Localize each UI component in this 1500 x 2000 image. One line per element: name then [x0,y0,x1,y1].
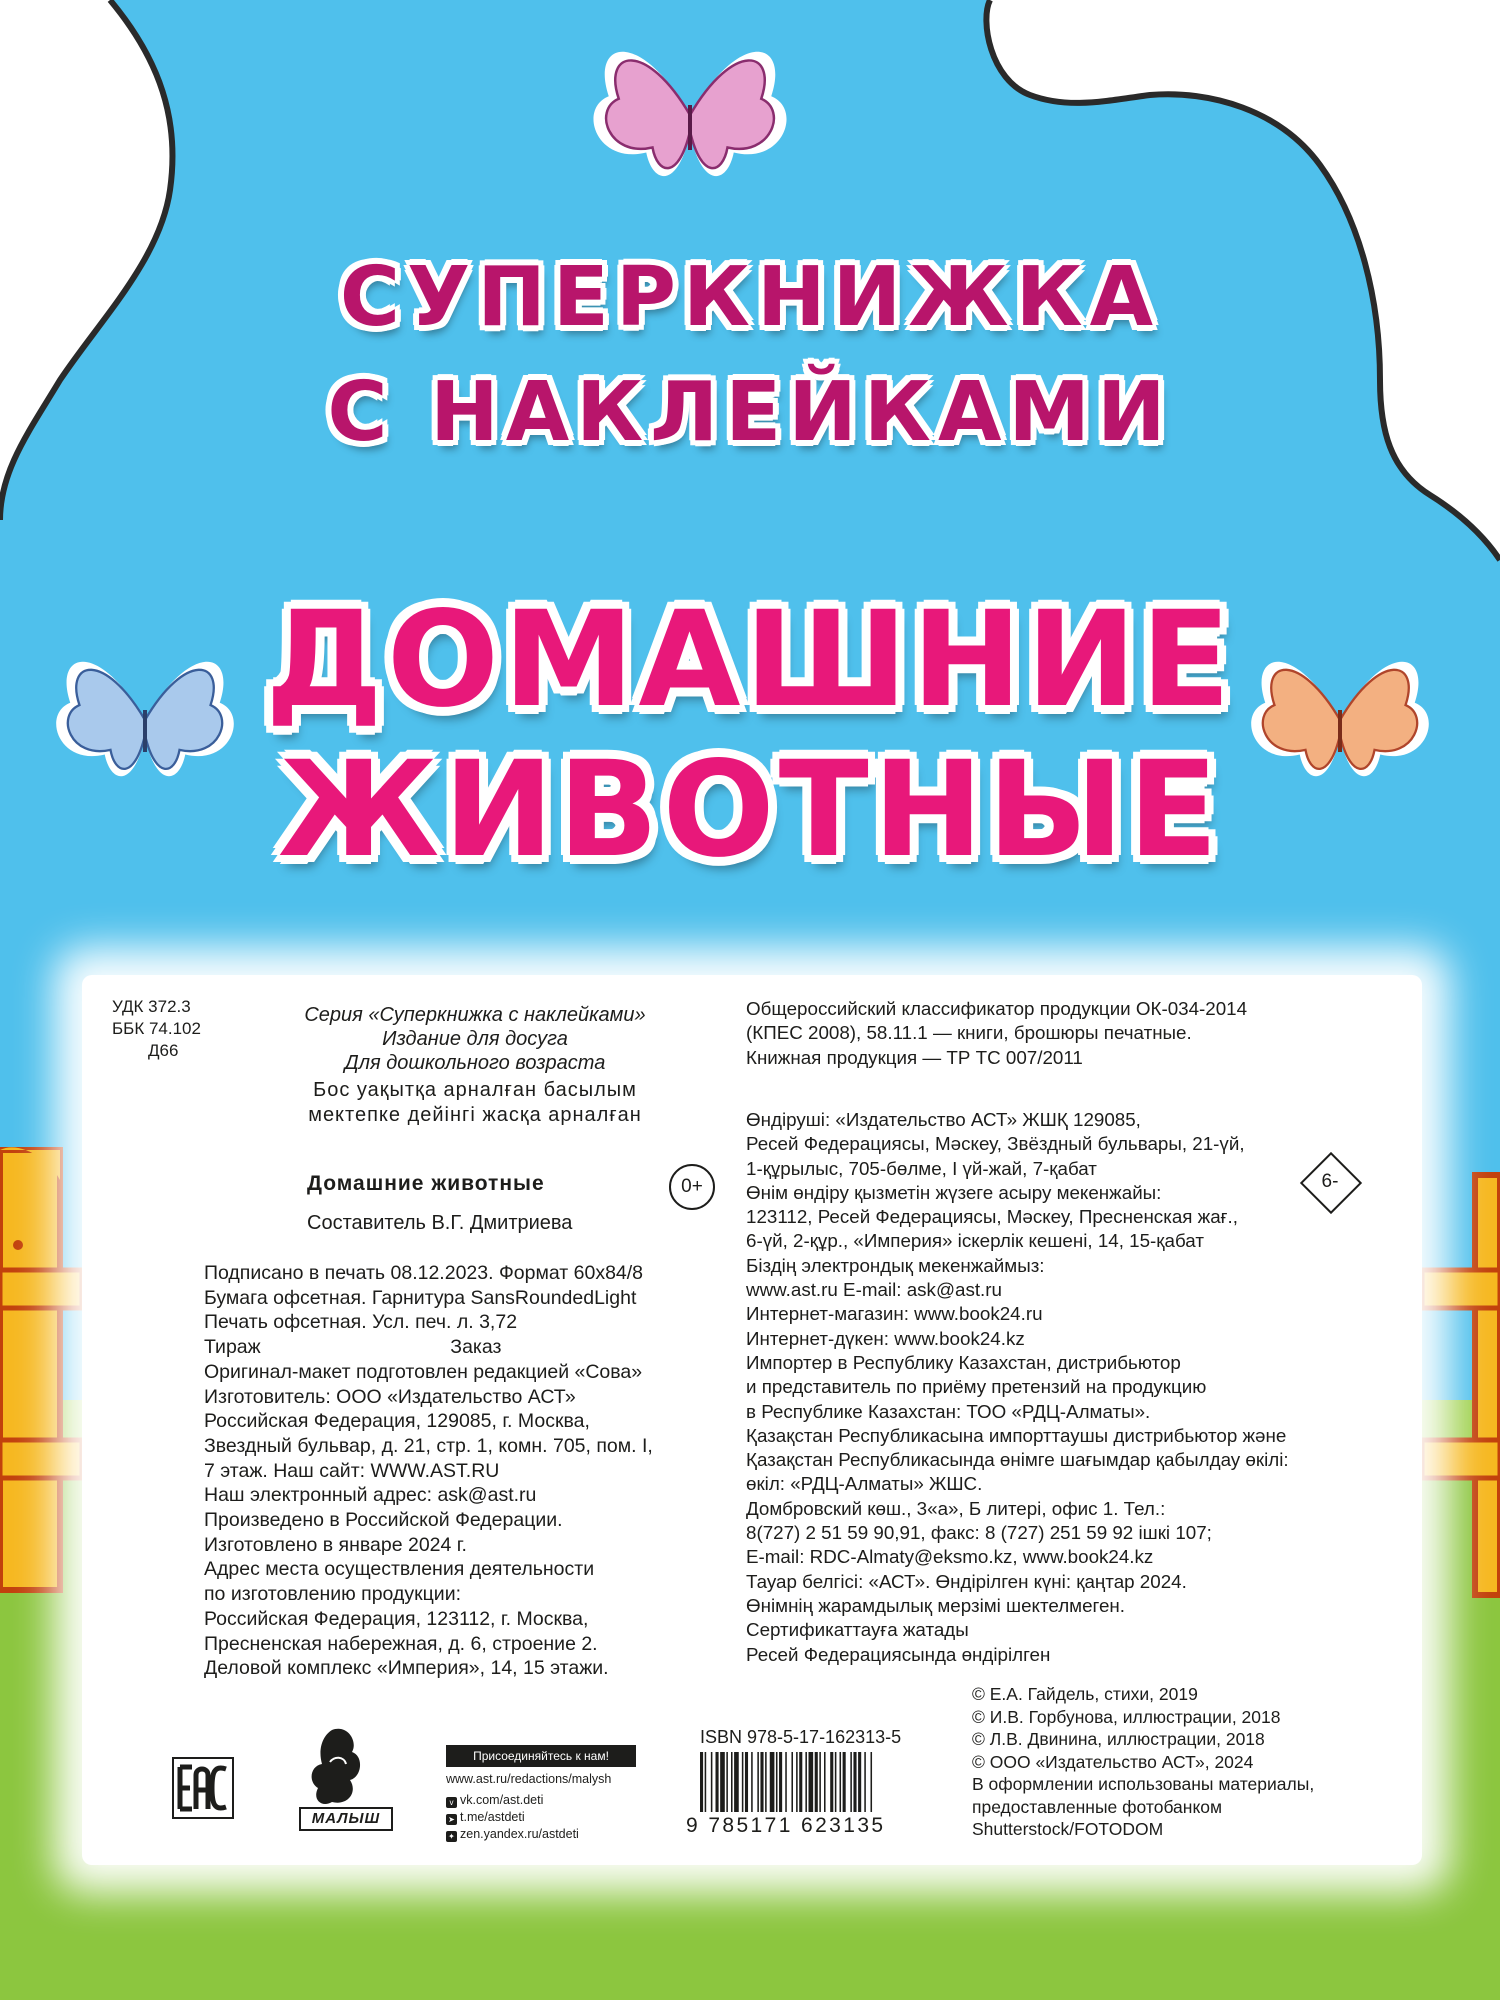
barcode-bar [726,1752,728,1812]
kz-detail-line: Домбровский көш., 3«а», Б литері, офис 1. Тел.: [746,1497,1166,1519]
telegram-link-label: t.me/astdeti [460,1810,525,1824]
barcode-bar [770,1752,775,1812]
barcode-bar [705,1752,707,1812]
kz-detail-line: www.ast.ru E-mail: ask@ast.ru [746,1279,1002,1301]
compiler: Составитель В.Г. Дмитриева [307,1212,573,1234]
print-detail-line: по изготовлению продукции: [204,1583,462,1606]
barcode-bar [751,1752,753,1812]
isbn: ISBN 978-5-17-162313-5 [700,1727,902,1747]
barcode-bar [871,1752,873,1812]
barcode-bar [805,1752,807,1812]
barcode-digits: 9 785171 623135 [686,1814,886,1837]
kz-detail-line: Қазақстан Республикасында өнімге шағымдар қабылдау өкілі: [746,1449,1289,1471]
copyright-line: © ООО «Издательство АСТ», 2024 [972,1751,1254,1772]
age-rating-kz-badge [1301,1153,1359,1211]
vk-icon: v [446,1797,457,1808]
print-detail-line: Пресненская набережная, д. 6, строение 2. [204,1632,598,1655]
kz-detail-line: Өндіруші: «Издательство АСТ» ЖШҚ 129085, [746,1109,1141,1130]
library-code: УДК 372.3 [112,997,191,1016]
barcode-bar [711,1752,713,1812]
barcode-bar [776,1752,778,1812]
barcode-bar [843,1752,846,1812]
print-detail-line: Бумага офсетная. Гарнитура SansRoundedLight [204,1286,637,1309]
copyright-line: © И.В. Горбунова, иллюстрации, 2018 [972,1706,1281,1727]
kz-detail-line: и представитель по приёму претензий на продукцию [746,1376,1207,1398]
print-detail-line: Изготовитель: ООО «Издательство АСТ» [204,1385,576,1408]
telegram-icon: ➤ [446,1814,457,1825]
print-detail-line: Деловой комплекс «Империя», 14, 15 этажи. [204,1657,609,1680]
library-code: ББК 74.102 [112,1019,201,1038]
barcode-bar [731,1752,733,1812]
kz-detail-line: Өнім өндіру қызметін жүзеге асыру мекенжайы: [746,1181,1162,1203]
barcode-bar [720,1752,725,1812]
print-detail-line: Адрес места осуществления деятельности [204,1558,595,1581]
print-detail-line: Подписано в печать 08.12.2023. Формат 60х84/8 [204,1262,644,1284]
print-detail-line: Звездный бульвар, д. 21, стр. 1, комн. 705, пом. I, [204,1434,653,1457]
classifier-line: Общероссийский классификатор продукции ОК-034-2014 [746,998,1248,1019]
barcode-bar [853,1752,856,1812]
kz-detail-line: 8(727) 2 51 59 90,91, факс: 8 (727) 251 59 92 ішкі 107; [746,1522,1212,1544]
series-info-line: Для дошкольного возраста [344,1052,606,1074]
print-detail-line: Российская Федерация, 123112, г. Москва, [204,1607,589,1630]
barcode-bar [745,1752,748,1812]
library-code: Д66 [148,1041,179,1060]
vk-link[interactable] [446,1793,543,1808]
kz-detail-line: 6-үй, 2-құр., «Империя» іскерлік кешені, 14, 15-қабат [746,1230,1204,1252]
kz-detail-line: Интернет-дүкен: www.book24.kz [746,1327,1025,1349]
classifier-line: Книжная продукция — ТР ТС 007/2011 [746,1046,1083,1068]
age-rating-label: 0+ [681,1176,703,1197]
barcode-bar [791,1752,793,1812]
kz-detail-line: 1-құрылыс, 705-бөлме, I үй-жай, 7-қабат [746,1157,1097,1179]
barcode-bar [716,1752,719,1812]
copyright-line: © Е.А. Гайдель, стихи, 2019 [972,1684,1198,1704]
kz-detail-line: Ресей Федерациясы, Мәскеу, Звёздный бульвары, 21-үй, [746,1133,1245,1155]
series-info-line: Издание для досуга [382,1028,568,1050]
kz-detail-line: E-mail: RDC-Almaty@eksmo.kz, www.book24.kz [746,1546,1154,1568]
barcode-bar [765,1752,767,1812]
barcode-bar [819,1752,821,1812]
zen-icon: ✦ [446,1831,457,1842]
series-info-kz-line: Бос уақытқа арналған басылым [313,1079,637,1101]
barcode-bar [824,1752,826,1812]
kz-detail-line: өкіл: «РДЦ-Алматы» ЖШС. [746,1473,983,1495]
book-title-line: ЖИВОТНЫЕ [277,733,1223,887]
print-detail-line: Изготовлено в январе 2024 г. [204,1533,467,1556]
kz-detail-line: Ресей Федерациясында өндірілген [746,1643,1051,1665]
print-detail-line: Оригинал-макет подготовлен редакцией «Сова» [204,1360,643,1383]
site-link[interactable]: www.ast.ru/redactions/malysh [446,1772,612,1786]
copyright-line: © Л.В. Двинина, иллюстрации, 2018 [972,1729,1265,1749]
classifier-line: (КПЕС 2008), 58.11.1 — книги, брошюры печатные. [746,1022,1192,1044]
copyright-line: предоставленные фотобанком [972,1796,1223,1817]
kz-detail-line: Өнімнің жарамдылық мерзімі шектелмеген. [746,1594,1125,1616]
book-title-line: ДОМАШНИЕ [265,583,1235,737]
barcode-icon [700,1752,945,1812]
print-details [204,1261,653,1681]
barcode-bar [809,1752,814,1812]
zen-link-label: zen.yandex.ru/astdeti [460,1827,579,1841]
barcode-bar [835,1752,837,1812]
barcode-bar [779,1752,782,1812]
print-detail-line: Наш электронный адрес: ask@ast.ru [204,1484,537,1507]
barcode-bar [796,1752,798,1812]
barcode-bar [734,1752,739,1812]
barcode-bar [858,1752,861,1812]
publisher-logo-text: МАЛЫШ [311,1810,381,1827]
zen-link[interactable] [446,1827,579,1842]
series-title-line: СУПЕРКНИЖКА [339,250,1161,345]
copyright-line: В оформлении использованы материалы, [972,1774,1315,1794]
barcode-bar [840,1752,842,1812]
print-detail-line: Произведено в Российской Федерации. [204,1509,563,1532]
print-detail-line: 7 этаж. Наш сайт: WWW.AST.RU [204,1459,500,1482]
barcode-bar [850,1752,852,1812]
barcode-bar [830,1752,833,1812]
barcode-bar [815,1752,818,1812]
barcode-bar [785,1752,787,1812]
series-info-kz-line: мектепке дейінгі жасқа арналған [308,1104,642,1126]
kz-detail-line: Біздің электрондық мекенжаймыз: [746,1254,1045,1276]
kz-detail-line: Қазақстан Республикасына импорттаушы дистрибьютор және [746,1424,1287,1446]
series-title-line: С НАКЛЕЙКАМИ [327,365,1173,460]
kz-detail-line: Сертификаттауға жатады [746,1619,969,1641]
age-rating-badge [669,1164,715,1210]
kz-detail-line: в Республике Казахстан: ТОО «РДЦ-Алматы». [746,1400,1151,1422]
vk-link-label: vk.com/ast.deti [460,1793,544,1807]
barcode-bar [864,1752,866,1812]
print-detail-line: Печать офсетная. Усл. печ. л. 3,72 [204,1311,518,1334]
barcode-bar [760,1752,763,1812]
age-rating-kz-label: 6- [1321,1171,1339,1192]
telegram-link[interactable] [446,1810,525,1825]
print-detail-line: Тираж Заказ [204,1336,502,1359]
barcode-bar [799,1752,802,1812]
series-title [0,240,1500,470]
book-title [0,585,1500,885]
kz-detail-line: Интернет-магазин: www.book24.ru [746,1303,1043,1325]
book-name: Домашние животные [307,1172,545,1195]
kz-detail-line: Импортер в Республику Казахстан, дистрибьютор [746,1351,1181,1373]
barcode-bar [757,1752,759,1812]
print-detail-line: Российская Федерация, 129085, г. Москва, [204,1410,590,1433]
classifier [746,997,1247,1070]
eac-mark-icon [172,1757,234,1819]
kz-details [746,1108,1289,1667]
kz-detail-line: Тауар белгісі: «АСТ». Өндірілген күні: қаңтар 2024. [746,1570,1187,1592]
kz-detail-line: 123112, Ресей Федерациясы, Мәскеу, Пресненская жағ., [746,1206,1238,1228]
copyrights [972,1683,1314,1841]
series-info-line: Серия «Суперкнижка с наклейками» [304,1004,646,1026]
barcode-bar [700,1752,703,1812]
copyright-line: Shutterstock/FOTODOM [972,1819,1164,1839]
barcode-bar [742,1752,744,1812]
join-us-banner: Присоединяйтесь к нам! [446,1745,636,1767]
